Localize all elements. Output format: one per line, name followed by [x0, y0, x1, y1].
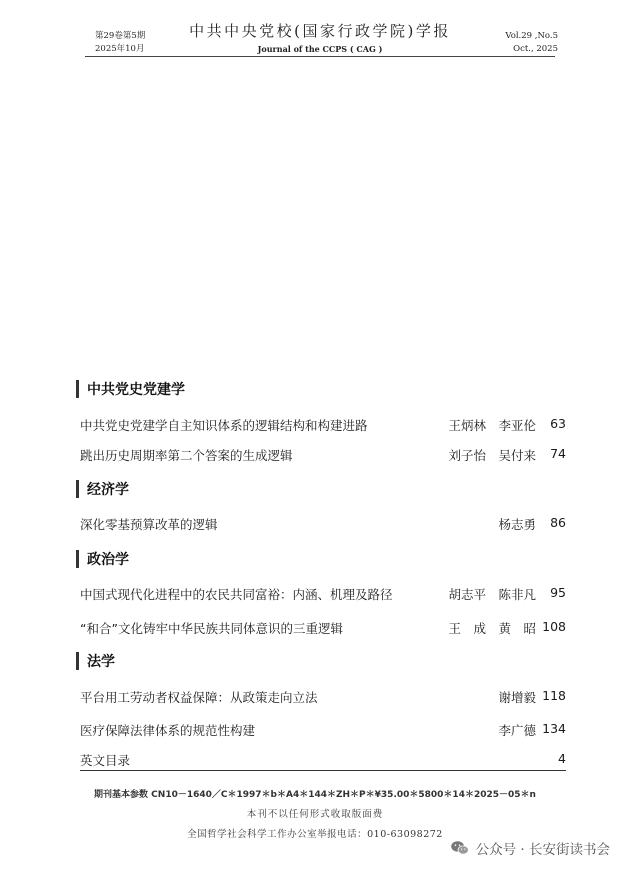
toc-entry[interactable]	[80, 416, 566, 434]
article-title: 中共党史党建学自主知识体系的逻辑结构和构建进路	[80, 418, 368, 433]
article-title: 中国式现代化进程中的农民共同富裕：内涵、机理及路径	[80, 587, 393, 602]
page-number: 86	[550, 515, 566, 530]
volume-label: 第29卷第5期	[95, 31, 146, 41]
section-heading-label: 经济学	[87, 482, 129, 498]
section-heading-party-history	[76, 379, 185, 399]
article-authors: 李广德	[498, 723, 536, 738]
toc-entry[interactable]	[80, 585, 566, 603]
journal-masthead	[170, 20, 470, 54]
section-heading-label: 法学	[87, 654, 115, 670]
page-number: 95	[550, 585, 566, 600]
article-authors: 胡志平 陈非凡	[448, 587, 536, 602]
section-heading-politics	[76, 549, 129, 569]
journal-params: 期刊基本参数 CN10－1640／C＊1997＊b＊A4＊144＊ZH＊P＊¥35.00＊5800＊14＊2025－05＊n	[94, 790, 536, 800]
article-authors: 王 成 黄 昭	[448, 621, 536, 636]
report-hotline: 全国哲学社会科学工作办公室举报电话：010-63098272	[187, 829, 443, 840]
article-authors: 王炳林 李亚伦	[448, 418, 536, 433]
article-title: 平台用工劳动者权益保障：从政策走向立法	[80, 690, 318, 705]
fee-notice: 本刊不以任何形式收取版面费	[246, 809, 384, 820]
toc-entry[interactable]	[80, 721, 566, 739]
section-heading-law	[76, 651, 115, 671]
article-title: “和合”文化铸牢中华民族共同体意识的三重逻辑	[80, 621, 343, 636]
article-title: 医疗保障法律体系的规范性构建	[80, 723, 256, 738]
article-authors: 杨志勇	[498, 517, 536, 532]
volume-en-label: Vol.29 ,No.5	[505, 31, 558, 41]
section-marker	[76, 380, 79, 398]
article-title: 深化零基预算改革的逻辑	[80, 517, 218, 532]
date-label: 2025年10月	[95, 44, 145, 54]
page-number: 118	[542, 688, 566, 703]
article-title: 跳出历史周期率第二个答案的生成逻辑	[80, 448, 293, 463]
date-en-label: Oct., 2025	[513, 44, 558, 54]
watermark-text: 公众号 · 长安街读书会	[475, 842, 610, 858]
wechat-icon	[450, 840, 470, 856]
header-rule	[85, 56, 555, 57]
journal-subtitle: Journal of the CCPS ( CAG )	[257, 44, 383, 54]
section-marker	[76, 480, 79, 498]
english-toc-entry[interactable]	[80, 751, 566, 769]
toc-entry[interactable]	[80, 446, 566, 464]
issue-info	[95, 30, 145, 56]
section-heading-economics	[76, 479, 129, 499]
english-toc-label: 英文目录	[80, 753, 131, 768]
toc-entry[interactable]	[80, 619, 566, 637]
page-number: 74	[550, 446, 566, 461]
issue-info-en	[505, 30, 558, 56]
section-heading-label: 中共党史党建学	[87, 382, 185, 398]
toc-bottom-rule	[80, 770, 566, 771]
section-marker	[76, 550, 79, 568]
page-number: 4	[558, 751, 566, 766]
toc-entry[interactable]	[80, 688, 566, 706]
page-number: 108	[542, 619, 566, 634]
page-number: 63	[550, 416, 566, 431]
article-authors: 刘子怡 吴付来	[448, 448, 536, 463]
section-heading-label: 政治学	[87, 552, 129, 568]
journal-title: 中共中央党校(国家行政学院)学报	[189, 22, 451, 40]
article-authors: 谢增毅	[498, 690, 536, 705]
toc-entry[interactable]	[80, 515, 566, 533]
section-marker	[76, 652, 79, 670]
page-number: 134	[542, 721, 566, 736]
wechat-watermark	[450, 838, 610, 858]
